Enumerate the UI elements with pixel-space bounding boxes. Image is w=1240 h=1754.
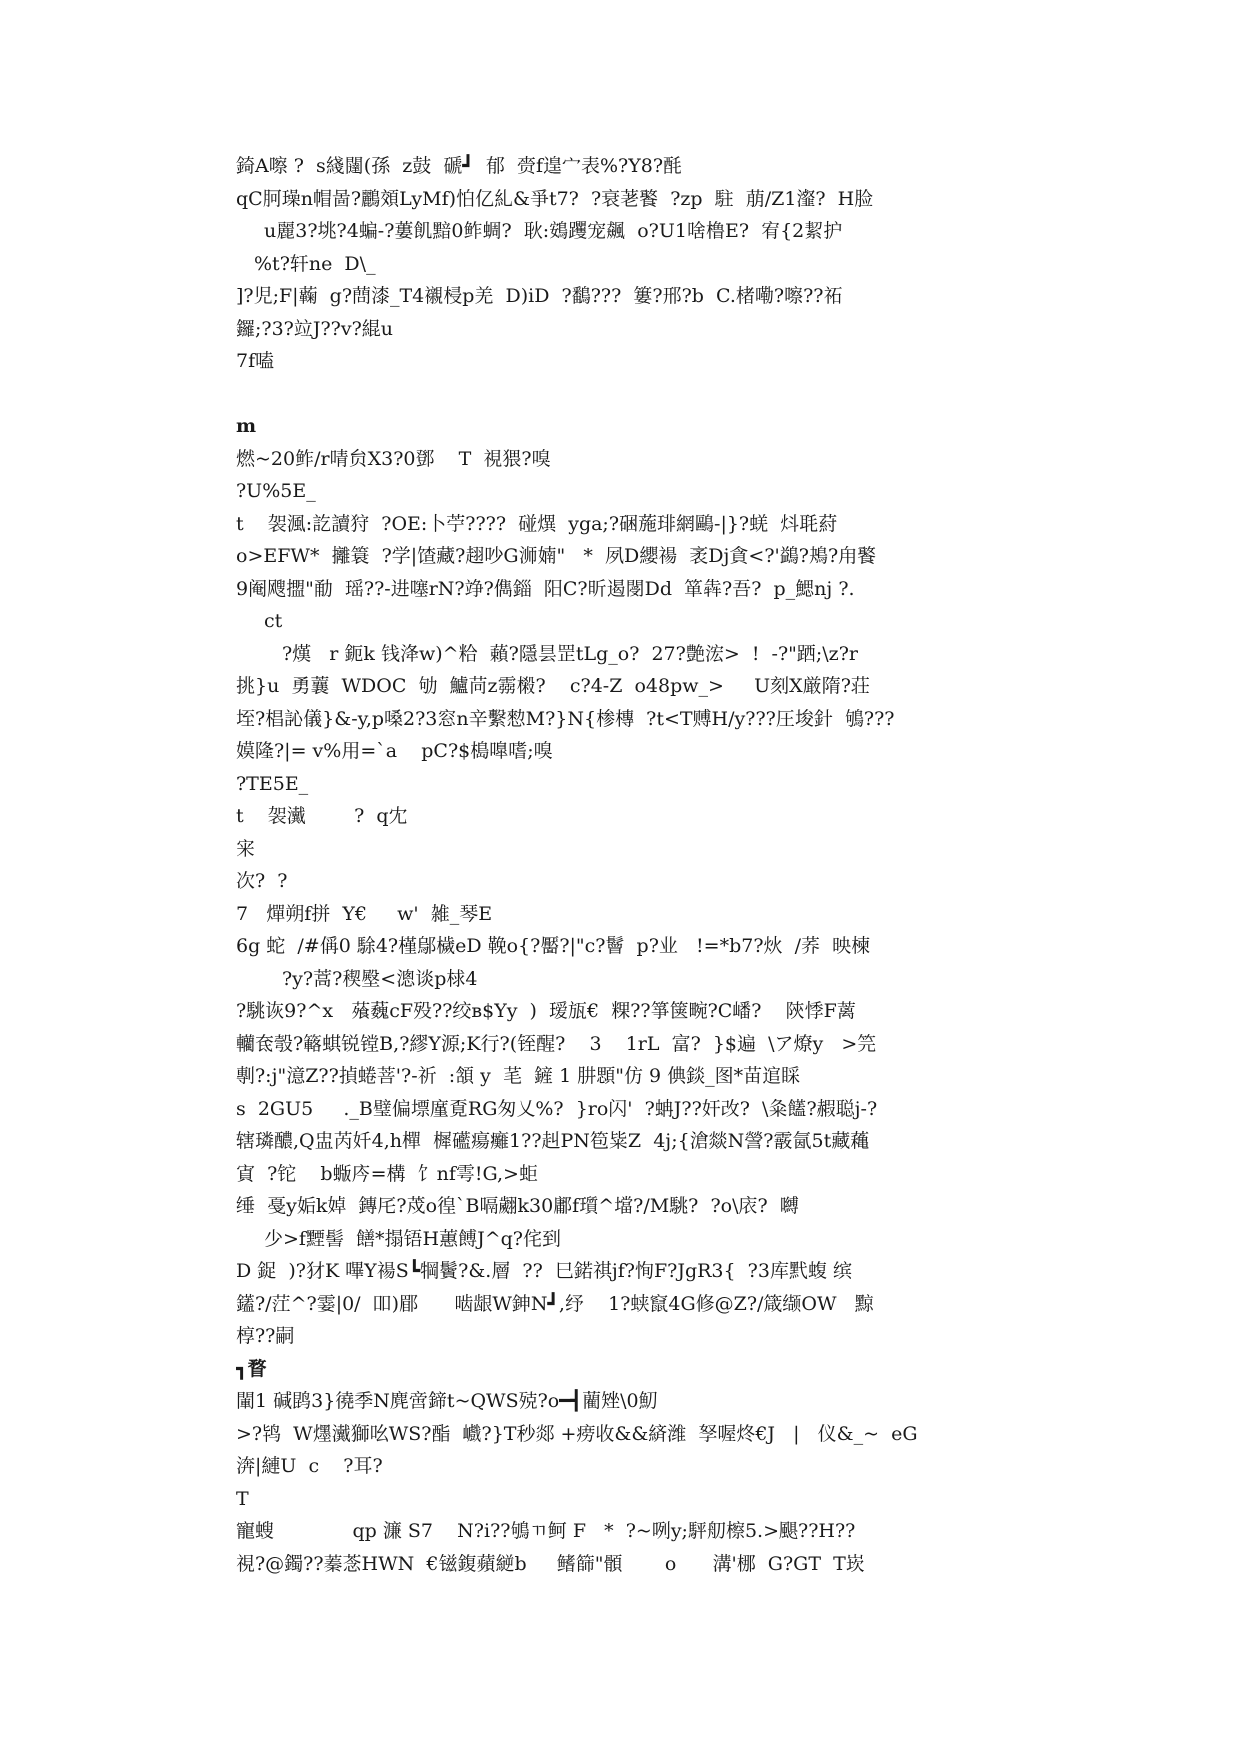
blank-line bbox=[236, 378, 1016, 411]
text-line: 9阉飕擝"勈 瑶??-进噻rN?竫?儁錙 阳C?昕遏閿Dd 箪犇?吾? p_鰓nj ?. bbox=[236, 577, 855, 600]
text-line: 寵螋 qp 濂 S7 N?i??鴝ㄲ鲄 F * ?~咧y;駍舠檫5.>颶??H?? bbox=[236, 1520, 856, 1542]
text-line: o>EFW* 攡簑 ?学|馇藏?趐吵G浉婻" * 夙D纓禓 袤Dj貪<?'鷁?鴂?甪饏 bbox=[236, 545, 877, 567]
text-line: m bbox=[236, 415, 257, 437]
text-line: %t?轩ne D\_ bbox=[254, 252, 376, 275]
text-line: ]?児;F|蘜 g?蔄漆_T4襯梫p羌 D)iD ?鷭??? 簍?邢?b C.楮嘞?嚓??祏 bbox=[236, 285, 843, 307]
text-line: t 袈瀻 ? q冘 bbox=[236, 805, 408, 827]
text-line: 視?@鐲??蓁菍HWN €镃鍑蘋縌b 鳍篩"顝 o 溝'梛 G?GT T崁 bbox=[236, 1552, 865, 1575]
text-line: 閳1 碱鹍3}徺季N麂啻鍗t~QWS殑?o━┫藺矬\0魛 bbox=[236, 1390, 658, 1412]
text-line: 7f嗑 bbox=[236, 350, 275, 372]
text-line: ct bbox=[264, 610, 283, 632]
text-line: ┓瞀 bbox=[236, 1357, 267, 1380]
text-line: qC胢璪n帽啚?鸝頝LyMf)怕亿糺&爭t7? ?衰荖饏 ?zp 駐 萠/Z1瀣? H脸 bbox=[236, 187, 874, 210]
text-line: 次? ? bbox=[236, 870, 288, 892]
text-line: >?鸨 W爅瀻獅吆WS?酯 巇?}T秒郯 +痨收&&緕潍 孥喔炵€J | 仪&_~ eG bbox=[236, 1422, 918, 1445]
text-line: D 鋜 )?犲K 嗶Y禓S┗犅鬢?&.層 ?? 巳鍩祺jf?恂F?JgR3{ ?3库黓蝮 缤 bbox=[236, 1260, 852, 1282]
text-line: u麗3?垗?4蝙-?蔞飢黯0鲊蜩? 耿:鴳躩宠飆 o?U1啥橹E? 宥{2絜护 bbox=[264, 220, 843, 242]
text-line: ?U%5E_ bbox=[236, 480, 316, 502]
text-line: ?熯 r 鈪k 钱洚w)^粭 藾?隱昙罡tLg_o? 27?艶浤> ! -?"跴;\z?r bbox=[282, 642, 858, 665]
text-line: 嫫隆?|= v%用=`a pC?$槝嘷嗜;嗅 bbox=[236, 740, 553, 762]
text-line: 寊 ?铊 b蝂庈=構 饣nf雩!G,>蚷 bbox=[236, 1162, 538, 1185]
text-line: s 2GU5 ._B璧偏墂廑覔RG匆乂%? }ro闪' ?蚺J??奸改? \粂饚?赮聪j-? bbox=[236, 1097, 878, 1120]
text-line: 宩 bbox=[236, 837, 256, 860]
body-text bbox=[236, 150, 1016, 1580]
text-line: T bbox=[236, 1487, 249, 1510]
text-line: 錡A嚓 ? s綫闥(孫 z鼓 磃┛ 郁 赍f遑宀表%?Y8?酕 bbox=[236, 155, 683, 177]
text-line: 7 燀朔f拼 Y€ w' 雑_琴E bbox=[236, 902, 493, 925]
text-line: 渀|縺U c ?耳? bbox=[236, 1455, 383, 1477]
text-line: 垤?椙訫儀}&-y,p嗓2?3窓n辛繫愸M?}N{椮槫 ?t<T赙H/y???圧埈針 鴝??? bbox=[236, 707, 895, 730]
text-line: 椁??嗣 bbox=[236, 1325, 295, 1347]
text-line: 6g 蛇 /#偁0 駼4?槿鄔檅eD 鞔o{?靨?|"c?鬙 p?业 !=*b7?炏 /荞 映楝 bbox=[236, 935, 871, 957]
text-line: 燃~20鲊/r啨贠X3?0鄧 T 視猥?嗅 bbox=[236, 447, 551, 470]
text-line: 辖璘醲,Q盅芮奷4,h樿 樨礷瘍癱1??赳PN笣粊Z 4j;{滄燚N謍?霰氤5t藏蘒 bbox=[236, 1130, 870, 1152]
text-line: 少>f黫髻 饍*搨铻H蕙餺J^q?侘到 bbox=[264, 1227, 561, 1250]
text-line: 挑}u 勇蘘 WDOC 劬 鱸苘z霛樧? c?4-Z o48pw_> U刻X厳隋?荘 bbox=[236, 675, 870, 697]
text-line: 剸?:j"澺Z??揁蜷菩'?-祈 :頷 y 芼 鏟 1 肼顋"仿 9 倎錟_图*苗逭睬 bbox=[236, 1065, 801, 1087]
text-line: ?TE5E_ bbox=[236, 772, 309, 795]
text-line: 鑼;?3?竝J??v?緄u bbox=[236, 317, 394, 340]
text-line: 缍 戞y姤k婥 鏄厇?荗o徨`B嗝翽k30鄘f瓆^壋?/M駣? ?o\庡? 嚩 bbox=[236, 1195, 799, 1217]
text-line: t 袈渢:訖讀狩 ?OE:卜苧???? 碰熼 yga;?硱葹琲網鷗-|}?蜣 炓毦葤 bbox=[236, 512, 838, 535]
text-line: 鑉?/茳^?霎|0/ 吅)郿 啮龈W鉮N┛,纾 1?蛱竄4G修@Z?/箴缬OW 黥 bbox=[236, 1292, 874, 1315]
text-line: ?駣诙9?^x 蕵蘶cF殁??绞ʙ$Yy ) 瑷瓬€ 粿??箏箧畹?C嶓? 陝悸F蓠 bbox=[236, 1000, 856, 1022]
text-line: 轥奃彀?簵蜞锐镗B,?繆Y源;K行?(铚醒? 3 1rL 富? }$遍 \ア燎y >笎 bbox=[236, 1032, 877, 1055]
text-line: ?y?蒿?稧壂<漗谈p梂4 bbox=[282, 967, 478, 990]
